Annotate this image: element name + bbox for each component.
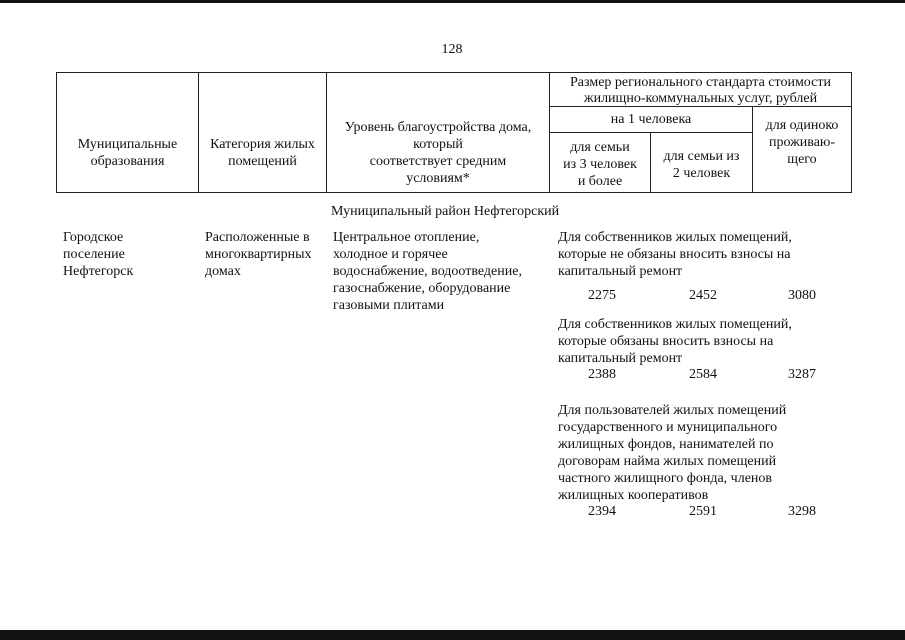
value-single: 3298: [788, 504, 816, 519]
value-single: 3287: [788, 367, 816, 382]
table-top-rule: [56, 72, 852, 73]
table-header-bottom-rule: [56, 192, 852, 193]
value-family3: 2388: [588, 367, 616, 382]
value-family3: 2394: [588, 504, 616, 519]
page-number: 128: [441, 42, 463, 57]
district-title: Муниципальный район Нефтегорский: [331, 204, 560, 219]
table-right-border: [851, 72, 852, 193]
value-family2: 2591: [689, 504, 717, 519]
bottom-border: [0, 630, 905, 640]
col-divider-1: [198, 72, 199, 193]
value-single: 3080: [788, 288, 816, 303]
value-family3: 2275: [588, 288, 616, 303]
header-per-person: на 1 человека: [610, 112, 692, 127]
value-family2: 2584: [689, 367, 717, 382]
value-family2: 2452: [689, 288, 717, 303]
top-border: [0, 0, 905, 3]
table-left-border: [56, 72, 57, 193]
